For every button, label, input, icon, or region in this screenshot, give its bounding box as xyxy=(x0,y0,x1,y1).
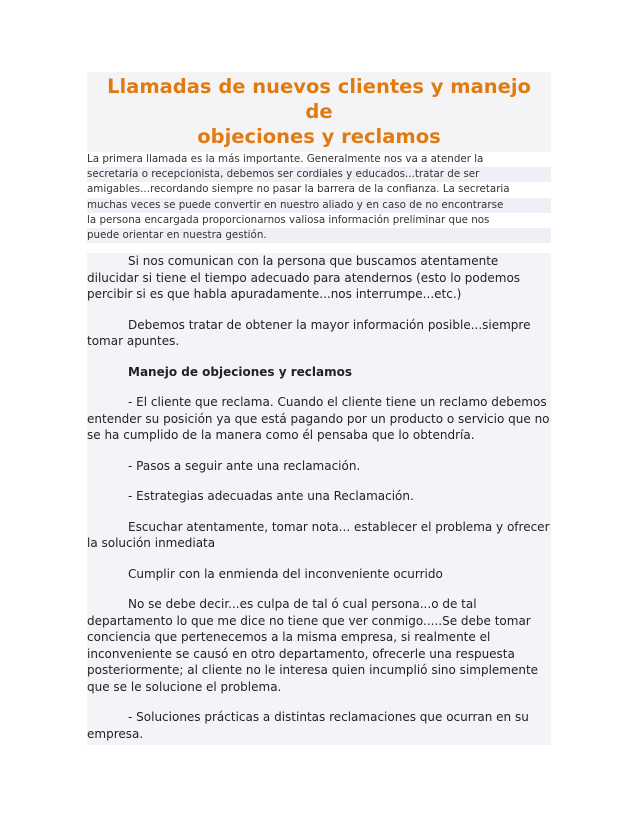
document-page xyxy=(87,72,551,745)
paragraph: - Pasos a seguir ante una reclamación. xyxy=(128,458,361,473)
paragraph: No se debe decir...es culpa de tal ó cual persona...o de tal departamento lo que me dice no tiene que ver conmigo.....Se debe tomar conciencia que pertenecemos a la misma empresa, si realmente el inconveniente se causó en otro departamento, ofrecerle una respuesta posteriormente; al cliente no le interesa quien incumplió sino simplemente que se le solucione el problema. xyxy=(87,597,539,694)
body-content xyxy=(87,253,551,745)
paragraph: - Soluciones prácticas a distintas reclamaciones que ocurran en su empresa. xyxy=(87,710,529,741)
title-line-1: Llamadas de nuevos clientes y manejo de xyxy=(107,75,531,123)
intro-line: puede orientar en nuestra gestión. xyxy=(87,228,551,243)
section-heading: Manejo de objeciones y reclamos xyxy=(128,364,352,379)
document-title xyxy=(95,74,543,149)
paragraph: Escuchar atentamente, tomar nota... establecer el problema y ofrecer la solución inmediata xyxy=(87,519,550,551)
paragraph: Si nos comunican con la persona que buscamos atentamente dilucidar si tiene el tiempo adecuado para atendernos (esto lo podemos percibir si es que habla apuradamente...nos interrumpe...etc.) xyxy=(87,254,521,302)
intro-line: La primera llamada es la más importante. Generalmente nos va a atender la xyxy=(87,153,484,165)
intro-line: la persona encargada proporcionarnos valiosa información preliminar que nos xyxy=(87,213,490,226)
intro-line: muchas veces se puede convertir en nuestro aliado y en caso de no encontrarse xyxy=(87,198,551,213)
paragraph: Debemos tratar de obtener la mayor información posible...siempre tomar apuntes. xyxy=(87,317,531,349)
intro-line: secretaria o recepcionista, debemos ser cordiales y educados...tratar de ser xyxy=(87,167,551,182)
title-line-2: objeciones y reclamos xyxy=(197,125,441,148)
paragraph: - El cliente que reclama. Cuando el cliente tiene un reclamo debemos entender su posición ya que está pagando por un producto o servicio que no se ha cumplido de la manera como él pensaba que lo obtendría. xyxy=(87,395,550,443)
intro-line: amigables...recordando siempre no pasar la barrera de la confianza. La secretaria xyxy=(87,183,510,196)
intro-paragraph xyxy=(87,152,551,243)
title-block xyxy=(87,72,551,152)
paragraph: - Estrategias adecuadas ante una Reclamación. xyxy=(128,489,414,504)
paragraph: Cumplir con la enmienda del inconveniente ocurrido xyxy=(128,566,443,581)
